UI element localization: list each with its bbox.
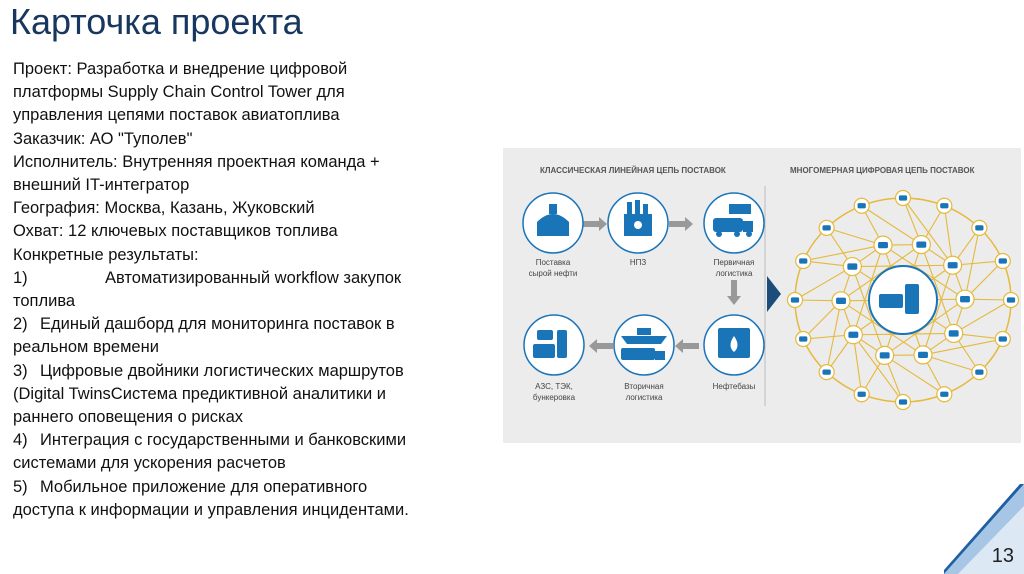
truck-icon <box>949 330 959 336</box>
truck-icon <box>999 258 1007 263</box>
result-text: Автоматизированный workflow закупок <box>105 268 402 287</box>
node-label: Вторичная <box>624 382 664 391</box>
result-item <box>13 360 483 383</box>
truck-icon <box>823 369 831 374</box>
truck-icon <box>948 262 958 268</box>
truck-icon <box>879 294 903 308</box>
truck-icon <box>847 263 857 269</box>
truck-icon <box>880 352 890 358</box>
truck-icon <box>999 336 1007 341</box>
node-primary-logistics <box>704 193 764 278</box>
truck-icon <box>975 225 983 230</box>
slide-title: Карточка проекта <box>10 1 303 42</box>
result-text: системами для ускорения расчетов <box>13 454 286 473</box>
text-line: Проект: Разработка и внедрение цифровой <box>13 60 348 78</box>
truck-icon <box>960 296 970 302</box>
result-text: топлива <box>13 292 76 311</box>
factory-icon <box>624 200 652 236</box>
result-item <box>13 476 483 499</box>
supply-chain-diagram <box>503 148 1021 443</box>
text-line: управления цепями поставок авиатоплива <box>13 106 340 125</box>
node-label: логистика <box>625 393 663 402</box>
result-text: раннего оповещения о рисках <box>13 408 244 427</box>
text-line: внешний IT-интегратор <box>13 176 190 195</box>
result-number: 4) <box>13 431 28 450</box>
results-heading: Конкретные результаты: <box>13 245 199 264</box>
node-depot <box>704 315 764 391</box>
node-label: НПЗ <box>629 258 647 267</box>
arrow-left-icon <box>589 339 613 353</box>
result-number: 5) <box>13 477 28 496</box>
truck-icon <box>940 392 948 397</box>
node-label: АЗС, ТЭК, <box>535 382 573 391</box>
truck-icon <box>799 336 807 341</box>
result-number: 3) <box>13 361 28 380</box>
truck-icon <box>916 241 926 247</box>
result-text: доступа к информации и управления инцидентами. <box>13 500 409 519</box>
node-label: логистика <box>715 269 753 278</box>
truck-icon <box>1007 297 1015 302</box>
node-label: Первичная <box>713 258 755 267</box>
fuel-station-icon <box>533 330 567 358</box>
result-number: 1) <box>13 268 28 287</box>
result-item <box>13 429 483 452</box>
right-diagram-title: МНОГОМЕРНАЯ ЦИФРОВАЯ ЦЕПЬ ПОСТАВОК <box>790 166 975 175</box>
fuel-pump-icon <box>905 284 919 314</box>
geography-line: География: Москва, Казань, Жуковский <box>13 199 315 218</box>
truck-icon <box>823 225 831 230</box>
node-label: бункеровка <box>532 393 576 402</box>
node-crude-oil <box>523 193 583 278</box>
node-label: сырой нефти <box>528 269 578 278</box>
chevron-right-icon <box>767 276 781 312</box>
truck-icon <box>858 203 866 208</box>
result-item <box>13 267 483 290</box>
truck-icon <box>848 332 858 338</box>
node-label: Нефтебазы <box>712 382 756 391</box>
text-line: платформы Supply Chain Control Tower для <box>13 83 345 102</box>
truck-icon <box>975 369 983 374</box>
contractor-line: Исполнитель: Внутренняя проектная команда + <box>13 152 380 171</box>
truck-icon <box>878 242 888 248</box>
truck-icon <box>836 298 846 304</box>
result-item <box>13 313 483 336</box>
scope-line: Охват: 12 ключевых поставщиков топлива <box>13 222 338 241</box>
truck-icon <box>940 203 948 208</box>
truck-icon <box>918 352 928 358</box>
truck-icon <box>899 195 907 200</box>
truck-icon <box>899 399 907 404</box>
result-text: Интеграция с государственными и банковскими <box>40 431 407 450</box>
arrow-down-icon <box>727 280 741 305</box>
arrow-left-icon <box>675 339 699 353</box>
truck-icon <box>799 258 807 263</box>
project-description <box>13 58 483 522</box>
left-diagram-title: КЛАССИЧЕСКАЯ ЛИНЕЙНАЯ ЦЕПЬ ПОСТАВОК <box>540 166 726 175</box>
result-number: 2) <box>13 315 28 334</box>
node-refinery <box>608 193 668 267</box>
node-label: Поставка <box>535 258 571 267</box>
node-secondary-logistics <box>614 315 674 402</box>
result-text: Цифровые двойники логистических маршрутов <box>40 361 404 380</box>
result-text: реальном времени <box>13 338 159 357</box>
arrow-right-icon <box>583 217 607 231</box>
result-text: Мобильное приложение для оперативного <box>40 477 368 496</box>
result-text: (Digital TwinsСистема предиктивной аналитики и <box>13 384 386 403</box>
digital-network <box>788 191 1019 410</box>
node-fuel-stations <box>524 315 584 402</box>
truck-icon <box>858 392 866 397</box>
truck-icon <box>791 297 799 302</box>
diagram-canvas <box>503 148 1021 443</box>
arrow-right-icon <box>669 217 693 231</box>
customer-line: Заказчик: АО "Туполев" <box>13 129 193 148</box>
page-number: 13 <box>991 545 1014 567</box>
result-text: Единый дашборд для мониторинга поставок в <box>40 315 395 334</box>
